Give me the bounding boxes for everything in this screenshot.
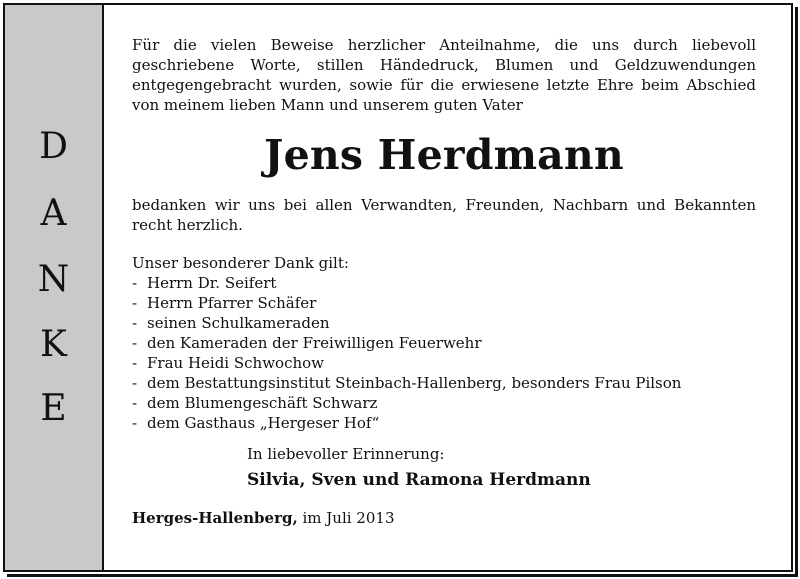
list-item <box>132 313 756 333</box>
sidebar-letter-a: A <box>40 193 67 234</box>
list-item-text: seinen Schulkameraden <box>147 314 330 332</box>
list-item <box>132 373 756 393</box>
place: Herges-Hallenberg, <box>132 509 298 527</box>
special-thanks-heading: Unser besonderer Dank gilt: <box>132 254 349 272</box>
thanks-text: bedanken wir uns bei allen Verwandten, Freunden, Nachbarn und Bekannten recht herzlich. <box>132 196 756 234</box>
list-item <box>132 273 756 293</box>
date: im Juli 2013 <box>302 509 395 527</box>
list-item <box>132 293 756 313</box>
list-item-text: Herrn Dr. Seifert <box>147 274 277 292</box>
list-item <box>132 413 756 433</box>
list-bullet: - <box>132 414 138 432</box>
sidebar-letter-n: N <box>37 259 70 300</box>
sidebar-letter-k: K <box>40 324 67 365</box>
deceased-name: Jens Herdmann <box>264 131 624 179</box>
frame-shadow-bottom <box>7 574 798 577</box>
remembrance-text: In liebevoller Erinnerung: <box>247 445 445 463</box>
list-bullet: - <box>132 354 138 372</box>
list-bullet: - <box>132 274 138 292</box>
notice-content <box>132 35 756 528</box>
list-bullet: - <box>132 334 138 352</box>
list-bullet: - <box>132 374 138 392</box>
list-bullet: - <box>132 314 138 332</box>
sidebar-letter-e: E <box>40 388 67 429</box>
list-bullet: - <box>132 394 138 412</box>
signers: Silvia, Sven und Ramona Herdmann <box>247 470 591 490</box>
notice-frame <box>3 3 793 572</box>
sidebar <box>5 5 104 570</box>
list-item-text: dem Blumengeschäft Schwarz <box>147 394 378 412</box>
list-bullet: - <box>132 294 138 312</box>
frame-shadow-right <box>795 7 798 575</box>
sidebar-letter-d: D <box>39 126 68 167</box>
place-date <box>132 508 756 528</box>
list-item <box>132 393 756 413</box>
list-item-text: dem Bestattungsinstitut Steinbach-Hallenberg, besonders Frau Pilson <box>147 374 682 392</box>
list-item <box>132 333 756 353</box>
special-thanks-list <box>132 273 756 433</box>
list-item-text: Frau Heidi Schwochow <box>147 354 325 372</box>
list-item-text: dem Gasthaus „Hergeser Hof“ <box>147 414 380 432</box>
intro-text: Für die vielen Beweise herzlicher Anteilnahme, die uns durch liebevoll geschriebene Worte, stillen Händedruck, Blumen und Geldzuwendungen entgegengebracht wurden, sowie für die erwiesene letzte Ehre beim Abschied von meinem lieben Mann und unserem guten Vater <box>132 36 756 114</box>
list-item <box>132 353 756 373</box>
list-item-text: Herrn Pfarrer Schäfer <box>147 294 317 312</box>
list-item-text: den Kameraden der Freiwilligen Feuerwehr <box>147 334 482 352</box>
